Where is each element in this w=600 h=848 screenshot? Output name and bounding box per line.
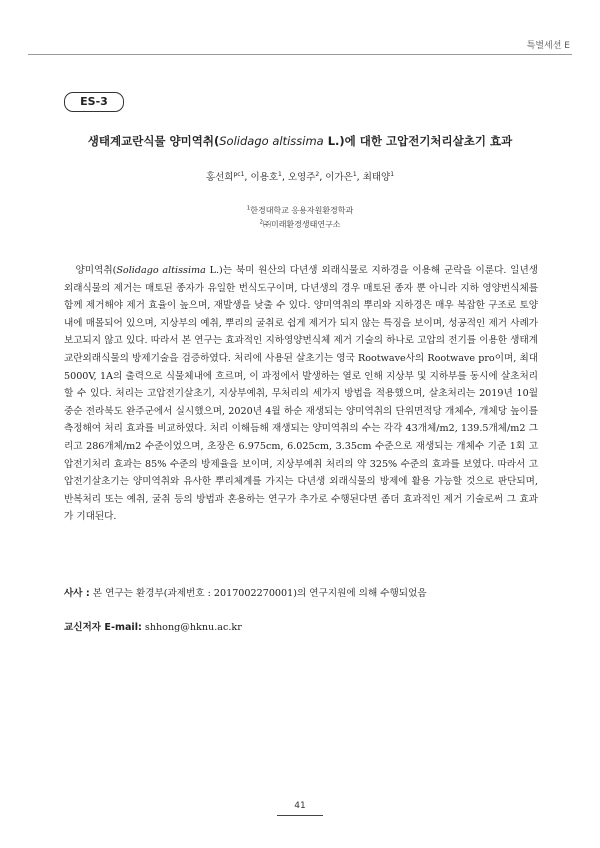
paper-title <box>48 133 552 149</box>
corresponding-author <box>64 619 242 633</box>
abstract-body: 양미역취(Solidago altissima L.)는 북미 원산의 다년생 외래식물로 지하경을 이용해 군락을 이룬다. 일년생 외래식물의 제거는 매토된 종자가 유일한 번식도구이며, 다년생의 경우 매토된 종자 뿐 아니라 지하 영양번식체를 함께 제거해야 제거 효율이 높으며, 재발생을 낮출 수 있다. 양미역취의 뿌리와 지하경은 매우 복잡한 구조로 토양내에 매몰되어 있으며, 지상부의 예취, 뿌리의 굴취로 쉽게 제거가 되지 않는 특징을 보이며, 성공적인 제거 사례가 보고되지 않고 있다. 따라서 본 연구는 효과적인 지하영양번식체 제거 기술의 하나로 고압의 전기를 이용한 생태계교란외래식물의 방제기술을 검증하였다. 처리에 사용된 살초기는 영국 Rootwave사의 Rootwave pro이며, 최대 5000V, 1A의 출력으로 식물체내에 흐르며, 이 과정에서 발생하는 열로 인해 지상부 및 지하부를 동시에 살초처리 할 수 있다. 처리는 고압전기살초기, 지상부예취, 무처리의 세가지 방법을 적용했으며, 살초처리는 2019년 10월 중순 전라북도 완주군에서 실시했으며, 2020년 4월 하순 재생되는 양미역취의 단위면적당 개체수, 개체당 높이를 측정해여 처리 효과를 비교하였다. 처리 이해듬해 재생되는 양미역취의 수는 각각 43개체/m2, 139.5개체/m2 그리고 286개체/m2 수준이었으며, 초장은 6.975cm, 6.025cm, 3.35cm 수준으로 재생되는 개체수 기준 1회 고압전기처리 효과는 85% 수준의 방제율을 보이며, 지상부예취 처리의 약 325% 수준의 효과를 보였다. 따라서 고압전기살초기는 양미역취와 유사한 뿌리체계를 가지는 다년생 외래식물의 방제에 활용 가능할 것으로 판단되며, 반복처리 또는 예취, 굴취 등의 방법과 혼용하는 연구가 추가로 수행된다면 좀더 효과적인 제거 기술로써 그 효과가 기대된다. <box>64 265 538 523</box>
affiliation-2: $^2$㈜미래환경생태연구소 <box>259 219 341 229</box>
author: 이용호$^1$, <box>250 170 288 183</box>
corresponding-label: 교신저자 E-mail: <box>64 622 142 633</box>
author: 홍선희$^{pc1}$, <box>205 170 251 183</box>
header-rule <box>28 54 572 55</box>
author: 이가은$^1$, <box>325 170 363 183</box>
affiliation-1: $^1$한경대학교 응용자원환경학과 <box>246 205 354 215</box>
abstract-species: Solidago altissima <box>116 265 206 276</box>
corresponding-email: shhong@hknu.ac.kr <box>141 622 242 633</box>
session-tag: ES-3 <box>64 92 124 112</box>
acknowledgment-text: 본 연구는 환경부(과제번호 : 2017002270001)의 연구지원에 의해 수행되었음 <box>89 588 427 599</box>
title-suffix: L.)에 대한 고압전기처리살초기 효과 <box>323 134 513 148</box>
running-header: 특별세션 E <box>526 41 570 51</box>
acknowledgment <box>64 585 544 599</box>
title-species: Solidago altissima <box>219 134 324 148</box>
acknowledgment-label: 사사 : <box>64 588 90 599</box>
page-number: 41 <box>294 801 306 811</box>
author: 최태양$^1$ <box>362 170 395 183</box>
title-prefix: 생태계교란식물 양미역취( <box>87 134 220 148</box>
author-list <box>0 169 600 183</box>
author: 오영주$^2$, <box>287 170 326 183</box>
page-number-rule <box>277 815 323 816</box>
